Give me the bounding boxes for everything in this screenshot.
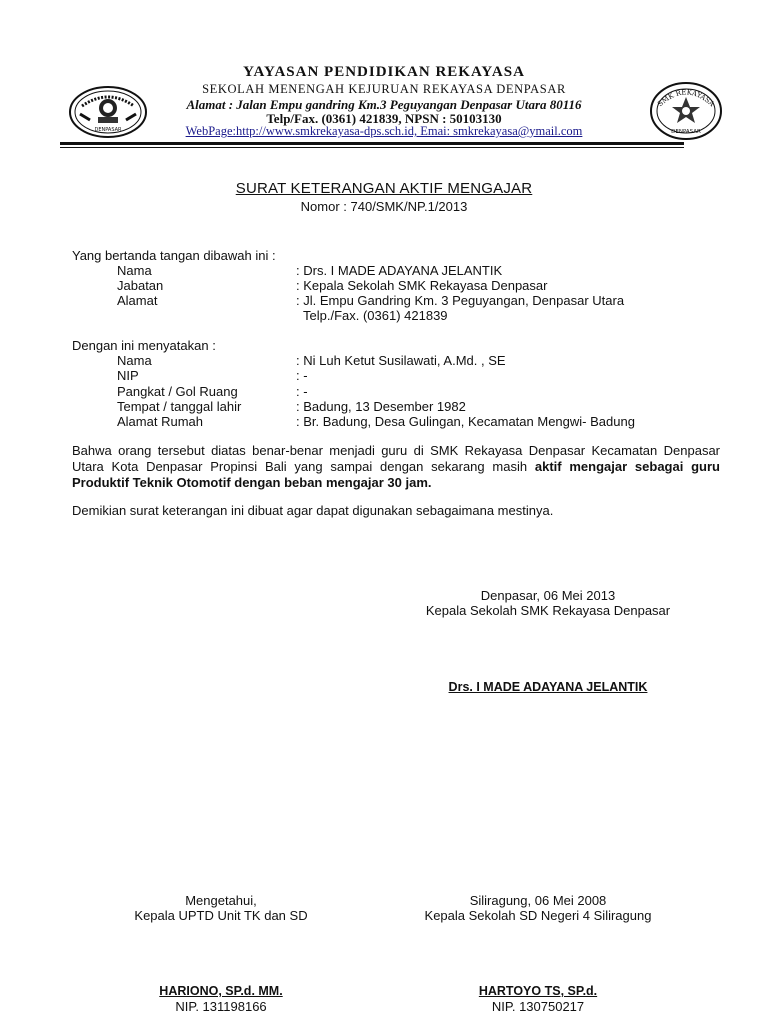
subject-birth-value: : Badung, 13 Desember 1982 bbox=[296, 399, 466, 414]
subject-rank-label: Pangkat / Gol Ruang bbox=[117, 384, 238, 399]
acknowledge-nip: NIP. 131198166 bbox=[175, 999, 267, 1014]
signature-name: Drs. I MADE ADAYANA JELANTIK bbox=[448, 680, 648, 694]
school-address: Alamat : Jalan Empu gandring Km.3 Peguyangan Denpasar Utara 80116 bbox=[186, 97, 582, 112]
sd-place-date: Siliragung, 06 Mei 2008 bbox=[469, 893, 607, 908]
svg-text:DENPASAR: DENPASAR bbox=[94, 127, 122, 133]
subject-nip-label: NIP bbox=[117, 368, 139, 383]
acknowledge-caption: Mengetahui, bbox=[185, 893, 257, 908]
subject-home-value: : Br. Badung, Desa Gulingan, Kecamatan Mengwi- Badung bbox=[296, 414, 635, 429]
signer-phone: Telp./Fax. (0361) 421839 bbox=[303, 308, 448, 323]
subject-name-value: : Ni Luh Ketut Susilawati, A.Md. , SE bbox=[296, 353, 506, 368]
signer-address-label: Alamat bbox=[117, 293, 158, 308]
school-name: SEKOLAH MENENGAH KEJURUAN REKAYASA DENPASAR bbox=[202, 82, 566, 96]
signer-position-label: Jabatan bbox=[117, 278, 164, 293]
signature-position: Kepala Sekolah SMK Rekayasa Denpasar bbox=[425, 603, 671, 618]
signature-place-date: Denpasar, 06 Mei 2013 bbox=[480, 588, 616, 603]
svg-text:SMK REKAYASA: SMK REKAYASA bbox=[656, 88, 716, 109]
subject-rank-value: : - bbox=[296, 384, 308, 399]
intro-line: Yang bertanda tangan dibawah ini : bbox=[72, 248, 276, 263]
declare-line: Dengan ini menyatakan : bbox=[72, 338, 216, 353]
sd-nip: NIP. 130750217 bbox=[491, 999, 585, 1014]
closing-paragraph: Demikian surat keterangan ini dibuat agar dapat digunakan sebagaimana mestinya. bbox=[72, 503, 554, 518]
signer-name-label: Nama bbox=[117, 263, 152, 278]
signer-position-value: : Kepala Sekolah SMK Rekayasa Denpasar bbox=[296, 278, 548, 293]
letter-number: Nomor : 740/SMK/NP.1/2013 bbox=[300, 199, 468, 214]
statement-text: Bahwa orang tersebut diatas benar-benar menjadi guru di SMK Rekayasa Denpasar Kecamatan Denpasar Utara Kota Denpasar Propinsi Bali yang sampai dengan sekarang masih bbox=[72, 443, 720, 474]
letter-title: SURAT KETERANGAN AKTIF MENGAJAR bbox=[235, 180, 533, 197]
sd-name: HARTOYO TS, SP.d. bbox=[478, 984, 598, 998]
acknowledge-position: Kepala UPTD Unit TK dan SD bbox=[134, 908, 308, 923]
subject-birth-label: Tempat / tanggal lahir bbox=[117, 399, 242, 414]
signer-name-value: : Drs. I MADE ADAYANA JELANTIK bbox=[296, 263, 503, 278]
school-web-link[interactable]: WebPage:http://www.smkrekayasa-dps.sch.id, Emai: smkrekayasa@ymail.com bbox=[185, 124, 583, 138]
school-contact: Telp/Fax. (0361) 421839, NPSN : 50103130 bbox=[266, 111, 502, 126]
sd-position: Kepala Sekolah SD Negeri 4 Siliragung bbox=[424, 908, 652, 923]
letterhead-divider-thin bbox=[60, 147, 684, 148]
statement-bold-text: aktif mengajar sebagai guru Produktif Teknik Otomotif dengan beban mengajar 30 jam. bbox=[72, 459, 720, 490]
svg-text:DENPASAR: DENPASAR bbox=[671, 129, 701, 135]
statement-paragraph bbox=[72, 443, 720, 491]
acknowledge-name: HARIONO, SP.d. MM. bbox=[159, 984, 283, 998]
letterhead-divider-thick bbox=[60, 142, 684, 145]
foundation-name: YAYASAN PENDIDIKAN REKAYASA bbox=[243, 64, 525, 80]
subject-nip-value: : - bbox=[296, 368, 308, 383]
signer-address-value: : Jl. Empu Gandring Km. 3 Peguyangan, Denpasar Utara bbox=[296, 293, 625, 308]
subject-home-label: Alamat Rumah bbox=[117, 414, 203, 429]
subject-name-label: Nama bbox=[117, 353, 152, 368]
